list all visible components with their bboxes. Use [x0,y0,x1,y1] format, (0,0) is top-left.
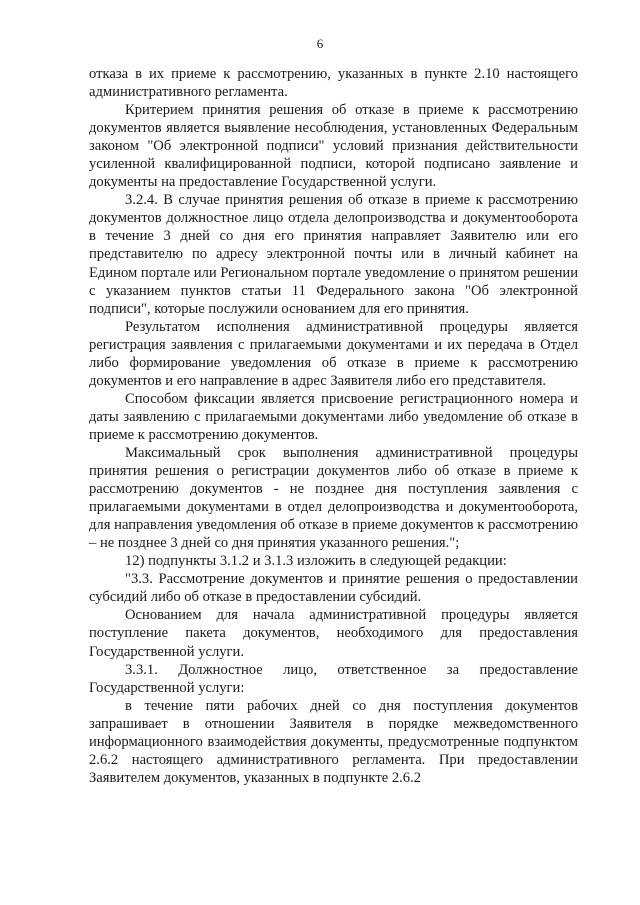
page-number: 6 [316,36,324,51]
paragraph: Результатом исполнения административной процедуры является регистрация заявления с прилагаемыми документами и их передача в Отдел либо формирование уведомления об отказе в приеме к рассмотрению документов и его направление в адрес Заявителя либо его представителя. [89,318,578,389]
paragraph: Критерием принятия решения об отказе в приеме к рассмотрению документов является выявление несоблюдения, установленных Федеральным законом "Об электронной подписи" условий признания действительности усиленной квалифицированной подписи, которой подписано заявление и документы на предоставление Государственной услуги. [89,102,578,191]
paragraph: Основанием для начала административной процедуры является поступление пакета документов, необходимого для предоставления Государственной услуги. [89,607,578,660]
paragraph: Способом фиксации является присвоение регистрационного номера и даты заявлению с прилагаемыми документами либо уведомление об отказе в приеме к рассмотрению документов. [89,390,578,443]
paragraph: в течение пяти рабочих дней со дня поступления документов запрашивает в отношении Заявителя в порядке межведомственного информационного взаимодействия документы, предусмотренные подпунктом 2.6.2 настоящего административного регламента. При предоставлении Заявителем документов, указанных в подпункте 2.6.2 [89,697,578,786]
paragraph: "3.3. Рассмотрение документов и принятие решения о предоставлении субсидий либо об отказе в предоставлении субсидий. [89,571,578,606]
paragraph: 12) подпункты 3.1.2 и 3.1.3 изложить в следующей редакции: [125,553,507,570]
paragraph: Максимальный срок выполнения административной процедуры принятия решения о регистрации документов либо об отказе в приеме к рассмотрению документов - не позднее дня поступления заявления с прилагаемыми документами в отдел делопроизводства и документооборота, для направления уведомления об отказе в приеме документов к рассмотрению – не позднее 3 дней со дня принятия указанного решения."; [89,444,578,552]
paragraph: 3.2.4. В случае принятия решения об отказе в приеме к рассмотрению документов должностное лицо отдела делопроизводства и документооборота в течение 3 дней со дня его принятия направляет Заявителю или его представителю по адресу электронной почты или в личный кабинет на Едином портале или Региональном портале уведомление о принятом решении с указанием пунктов статьи 11 Федерального закона "Об электронной подписи", которые послужили основанием для его принятия. [89,192,578,317]
paragraph: отказа в их приеме к рассмотрению, указанных в пункте 2.10 настоящего административного регламента. [89,66,578,101]
paragraph: 3.3.1. Должностное лицо, ответственное за предоставление Государственной услуги: [89,661,578,696]
document-body [89,65,578,787]
